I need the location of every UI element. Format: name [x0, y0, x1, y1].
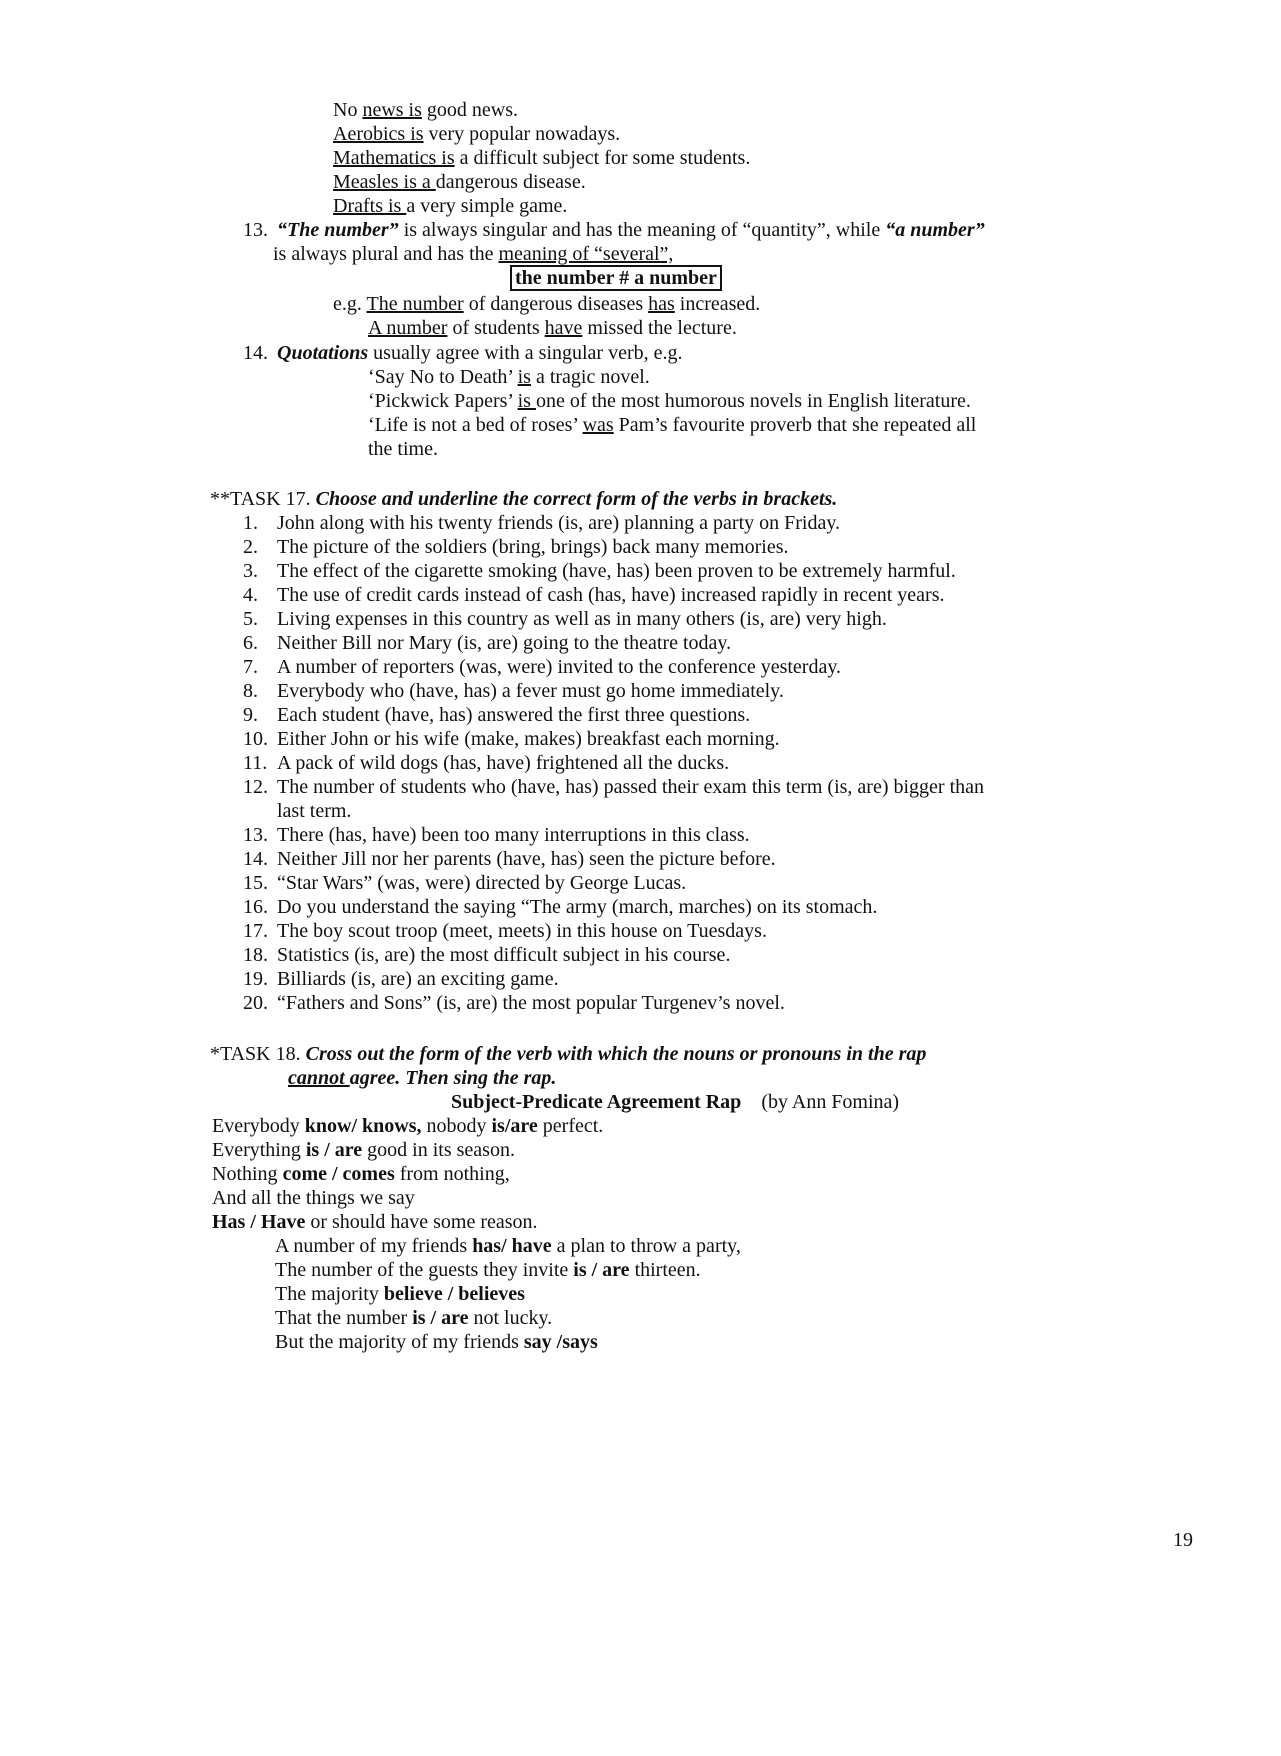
example-line: A number of students have missed the lecture. [368, 317, 737, 339]
task-item: 4. The use of credit cards instead of cash (has, have) increased rapidly in recent years. [243, 584, 945, 606]
rule-13-cont: is always plural and has the meaning of “several”, [273, 243, 674, 265]
task-item: 13. There (has, have) been too many interruptions in this class. [243, 824, 750, 846]
quote-line: ‘Pickwick Papers’ is one of the most humorous novels in English literature. [368, 390, 971, 412]
rap-line: Has / Have or should have some reason. [212, 1211, 538, 1233]
task-item: 14. Neither Jill nor her parents (have, has) seen the picture before. [243, 848, 776, 870]
quote-line: ‘Say No to Death’ is a tragic novel. [368, 366, 650, 388]
rule-14: 14. Quotations usually agree with a singular verb, e.g. [243, 342, 683, 364]
rap-line: The number of the guests they invite is / are thirteen. [275, 1259, 701, 1281]
example-line: Aerobics is very popular nowadays. [333, 123, 621, 145]
task-item: 6. Neither Bill nor Mary (is, are) going to the theatre today. [243, 632, 732, 654]
task-item: 16. Do you understand the saying “The army (march, marches) on its stomach. [243, 896, 878, 918]
task-item: 8. Everybody who (have, has) a fever must go home immediately. [243, 680, 784, 702]
example-line: e.g. The number of dangerous diseases has increased. [333, 293, 761, 315]
rap-line: But the majority of my friends say /says [275, 1331, 598, 1353]
example-line: Drafts is a very simple game. [333, 195, 568, 217]
example-line: No news is good news. [333, 99, 519, 121]
example-line: Measles is a dangerous disease. [333, 171, 586, 193]
rap-line: Everybody know/ knows, nobody is/are perfect. [212, 1115, 604, 1137]
task-item: 5. Living expenses in this country as well as in many others (is, are) very high. [243, 608, 887, 630]
rap-line: That the number is / are not lucky. [275, 1307, 553, 1329]
rule-13: 13. “The number” is always singular and has the meaning of “quantity”, while “a number” [243, 219, 985, 241]
task-item: 10. Either John or his wife (make, makes) breakfast each morning. [243, 728, 780, 750]
task-item: 3. The effect of the cigarette smoking (have, has) been proven to be extremely harmful. [243, 560, 956, 582]
rule-box: the number # a number [510, 265, 722, 291]
task-17-heading: **TASK 17. Choose and underline the correct form of the verbs in brackets. [210, 488, 838, 510]
task-item: 19. Billiards (is, are) an exciting game. [243, 968, 559, 990]
task-item: 17. The boy scout troop (meet, meets) in this house on Tuesdays. [243, 920, 767, 942]
quote-line: ‘Life is not a bed of roses’ was Pam’s favourite proverb that she repeated all [368, 414, 977, 436]
example-line: Mathematics is a difficult subject for some students. [333, 147, 751, 169]
task-item: 9. Each student (have, has) answered the first three questions. [243, 704, 751, 726]
quote-line: the time. [368, 438, 438, 460]
task-item: 11. A pack of wild dogs (has, have) frightened all the ducks. [243, 752, 730, 774]
rap-line: Nothing come / comes from nothing, [212, 1163, 510, 1185]
task-item: 2. The picture of the soldiers (bring, brings) back many memories. [243, 536, 789, 558]
task-18-heading: *TASK 18. Cross out the form of the verb with which the nouns or pronouns in the rap [210, 1043, 927, 1065]
task-item: 1. John along with his twenty friends (is, are) planning a party on Friday. [243, 512, 841, 534]
task-item-cont: last term. [277, 800, 352, 822]
rap-title: Subject-Predicate Agreement Rap (by Ann Fomina) [451, 1091, 900, 1113]
task-item: 18. Statistics (is, are) the most difficult subject in his course. [243, 944, 731, 966]
rap-line: A number of my friends has/ have a plan to throw a party, [275, 1235, 741, 1257]
task-item: 12. The number of students who (have, has) passed their exam this term (is, are) bigger than [243, 776, 985, 798]
rap-line: And all the things we say [212, 1187, 415, 1209]
rap-line: Everything is / are good in its season. [212, 1139, 515, 1161]
rap-line: The majority believe / believes [275, 1283, 525, 1305]
task-item: 15. “Star Wars” (was, were) directed by George Lucas. [243, 872, 687, 894]
task-item: 20. “Fathers and Sons” (is, are) the most popular Turgenev’s novel. [243, 992, 785, 1014]
task-18-heading-cont: cannot agree. Then sing the rap. [288, 1067, 557, 1089]
task-item: 7. A number of reporters (was, were) invited to the conference yesterday. [243, 656, 842, 678]
page-number: 19 [1173, 1529, 1193, 1551]
